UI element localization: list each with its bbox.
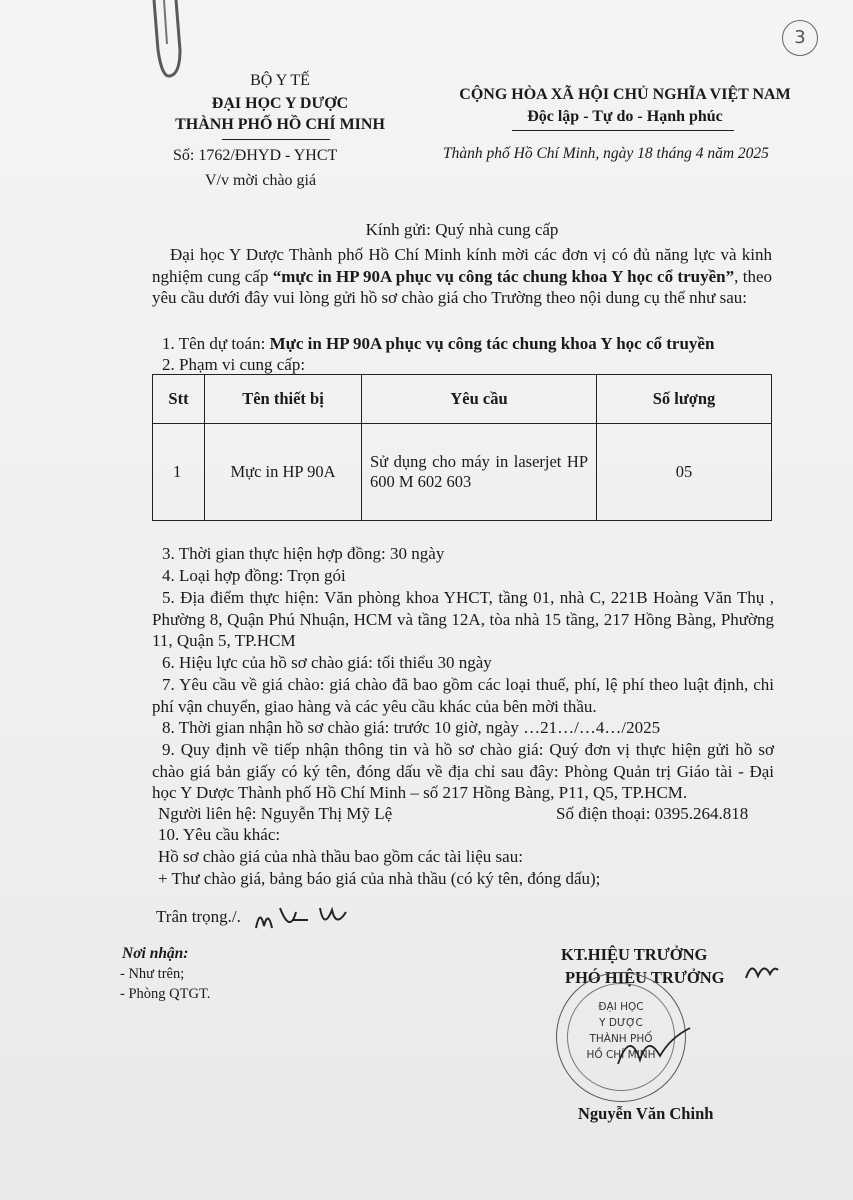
cell-requirement: Sử dụng cho máy in laserjet HP 600 M 602 603	[362, 424, 597, 521]
column-header-requirement: Yêu cầu	[362, 375, 597, 424]
column-header-device-name: Tên thiết bị	[205, 375, 362, 424]
item-6-validity: 6. Hiệu lực của hồ sơ chào giá: tối thiểu 30 ngày	[162, 653, 492, 672]
cell-device-name: Mực in HP 90A	[205, 424, 362, 521]
recipient-line-1: - Như trên;	[120, 966, 185, 982]
ministry-name: BỘ Y TẾ	[250, 72, 310, 89]
intro-paragraph	[152, 244, 772, 309]
item-5-location: 5. Địa điểm thực hiện: Văn phòng khoa YHCT, tầng 01, nhà C, 221B Hoàng Văn Thụ , Phường 8, Quận Phú Nhuận, HCM và tầng 12A, tòa nhà 15 tầng, 217 Hồng Bàng, Phường 11, Quận 5, TP.HCM	[152, 588, 774, 650]
cell-stt: 1	[153, 424, 205, 521]
contact-phone: Số điện thoại: 0395.264.818	[556, 804, 749, 823]
university-name-line1: ĐẠI HỌC Y DƯỢC	[211, 95, 349, 112]
item-4-contract-type: 4. Loại hợp đồng: Trọn gói	[162, 566, 346, 585]
signature-title-line-2: PHÓ HIỆU TRƯỞNG	[565, 968, 725, 987]
intro-text-end: , theo yêu cầu dưới đây vui lòng gửi hồ sơ chào giá cho Trường theo nội dung cụ thể như sau:	[152, 266, 772, 307]
column-header-quantity: Số lượng	[597, 375, 772, 424]
item-2-scope: 2. Phạm vi cung cấp:	[162, 355, 306, 374]
signature-title-line-1: KT.HIỆU TRƯỞNG	[561, 945, 708, 964]
table-header-row	[153, 375, 772, 424]
table-row	[153, 424, 772, 521]
seal-text-line-3: THÀNH PHỐ	[589, 1033, 653, 1045]
initials-signature-icon	[250, 898, 370, 938]
place-and-date: Thành phố Hồ Chí Minh, ngày 18 tháng 4 năm 2025	[443, 145, 769, 162]
contact-person: Người liên hệ: Nguyễn Thị Mỹ Lệ	[158, 804, 393, 823]
closing-greeting: Trân trọng./.	[156, 907, 241, 926]
intro-text-start: Đại học Y Dược Thành phố Hồ Chí Minh kính mời các đơn vị có đủ năng lực và kinh nghiệm cung cấp	[152, 245, 772, 286]
seal-text-line-4: HỒ CHÍ MINH	[586, 1049, 656, 1061]
header-left-rule	[222, 139, 330, 140]
header-right-rule	[512, 130, 734, 131]
cell-quantity: 05	[597, 424, 772, 521]
paper-clip-icon	[140, 0, 200, 82]
item-3-duration: 3. Thời gian thực hiện hợp đồng: 30 ngày	[162, 544, 445, 563]
supply-scope-table	[152, 374, 772, 521]
country-name: CỘNG HÒA XÃ HỘI CHỦ NGHĨA VIỆT NAM	[459, 86, 791, 103]
document-number: Số: 1762/ĐHYD - YHCT	[173, 147, 338, 164]
signer-name: Nguyễn Văn Chinh	[578, 1104, 714, 1123]
item-8-deadline: 8. Thời gian nhận hồ sơ chào giá: trước 10 giờ, ngày …21…/…4…/2025	[162, 718, 661, 737]
document-subject: V/v mời chào giá	[205, 172, 317, 189]
item-1-value: Mực in HP 90A phục vụ công tác chung khoa Y học cổ truyền	[269, 334, 715, 353]
seal-text-line-1: ĐẠI HỌC	[598, 1001, 644, 1013]
recipient-line-2: - Phòng QTGT.	[120, 986, 211, 1002]
intro-product-name: “mực in HP 90A phục vụ công tác chung khoa Y học cổ truyền”	[272, 266, 735, 286]
salutation: Kính gửi: Quý nhà cung cấp	[365, 220, 559, 239]
item-7-price-requirement: 7. Yêu cầu về giá chào: giá chào đã bao gồm các loại thuế, phí, lệ phí theo luật định, chi phí vận chuyển, giao hàng và các yêu cầu khác của bên mời thầu.	[152, 675, 774, 716]
item-10-other-requirements: 10. Yêu cầu khác:	[158, 825, 281, 844]
item-1-budget-name	[162, 333, 714, 355]
seal-signature-icon	[610, 1020, 700, 1080]
signature-flourish-icon	[742, 956, 782, 986]
item-1-label: 1. Tên dự toán:	[162, 334, 270, 353]
item-10-line-2: + Thư chào giá, bảng báo giá của nhà thầu (có ký tên, đóng dấu);	[158, 869, 601, 888]
recipients-title: Nơi nhận:	[122, 945, 189, 962]
column-header-stt: Stt	[153, 375, 205, 424]
item-10-line-1: Hồ sơ chào giá của nhà thầu bao gồm các tài liệu sau:	[158, 847, 523, 866]
seal-text-line-2: Y DƯỢC	[599, 1017, 643, 1029]
page-number-mark: 3	[782, 20, 818, 56]
university-name-line2: THÀNH PHỐ HỒ CHÍ MINH	[175, 116, 385, 133]
national-motto: Độc lập - Tự do - Hạnh phúc	[527, 108, 723, 125]
item-9-submission-rules: 9. Quy định về tiếp nhận thông tin và hồ sơ chào giá: Quý đơn vị thực hiện gửi hồ sơ chào giá bản giấy có ký tên, đóng dấu về địa chỉ sau đây: Phòng Quản trị Giáo tài - Đại học Y Dược Thành phố Hồ Chí Minh – số 217 Hồng Bàng, P11, Q5, TP.HCM.	[152, 740, 774, 802]
